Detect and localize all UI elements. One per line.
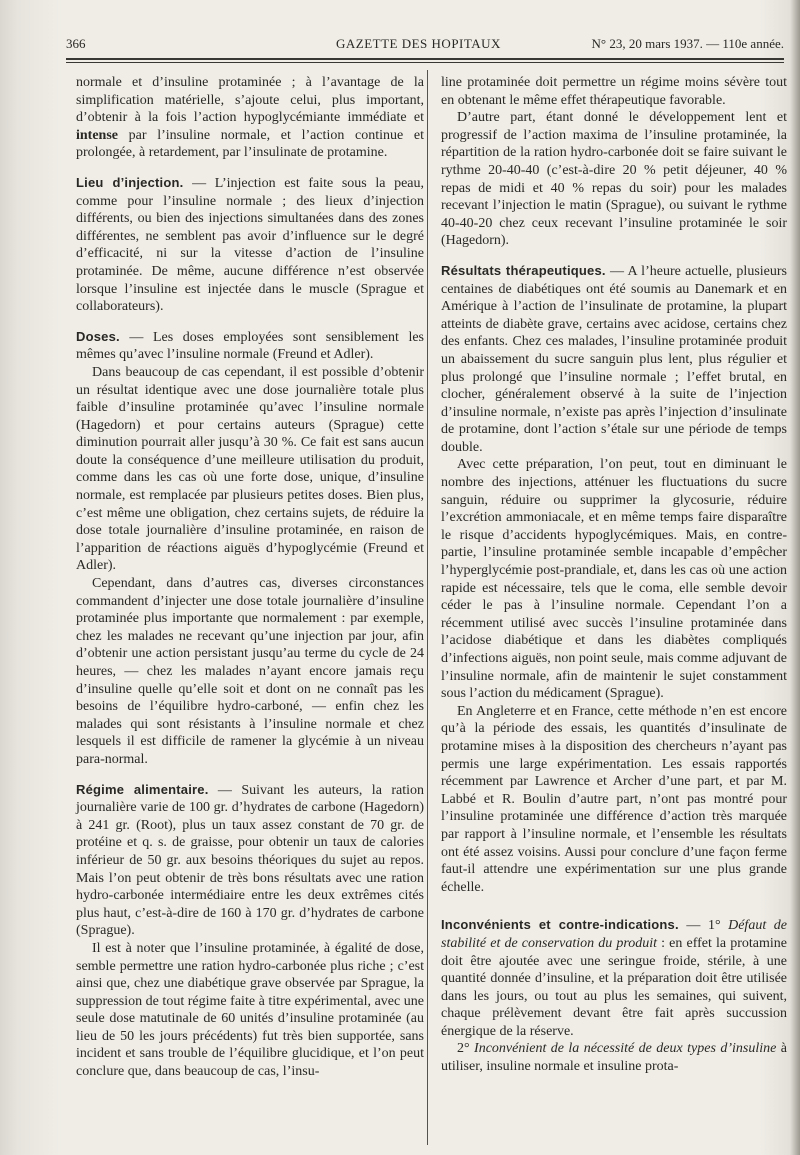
journal-title: GAZETTE DES HOPITAUX: [336, 36, 501, 51]
text: par l’insuline normale, et l’action continue et prolongée, à retardement, par l’insulinate de protamine.: [76, 127, 424, 161]
section-inconvenients: [441, 916, 787, 1040]
section-text: — Suivant les auteurs, la ration journalière varie de 100 gr. d’hydrates de carbone (Hagedorn) à 241 gr. (Root), plus un taux assez constant de 70 gr. de protéine et q. s. de graisse, pour obtenir un taux de calories inférieur de 50 gr. aux besoins théoriques du sujet au repos. Mais l’on peut obtenir de très bons résultats avec une ration hydro-carbonée intermédiaire entre les deux extrêmes cités plus haut, c’est-à-dire de 160 à 170 gr. d’hydrates de carbone (Sprague).: [76, 782, 424, 939]
issue-info: N° 23, 20 mars 1937. — 110e année.: [591, 36, 784, 51]
section-heading: Régime alimentaire.: [76, 781, 209, 797]
text: 2°: [457, 1041, 475, 1057]
header-rule-thin: [66, 62, 784, 63]
left-column: [76, 74, 424, 1081]
text-italic: Inconvénient de la nécessité de deux types d’insuline: [474, 1041, 777, 1057]
paragraph: En Angleterre et en France, cette méthode n’en est encore qu’à la période des essais, les quantités d’insulinate de protamine mises à la disposition des chercheurs n’ayant pas permis une large expérimentation. Les essais rapportés récemment par Lawrence et Archer d’une part, et par M. Labbé et R. Boulin d’autre part, n’ont pas montré pour l’insuline protaminée une différence d’action très marquée par rapport à l’insuline normale, et l’ensemble les résultats ont été assez voisins. Aussi pour conclure d’une façon ferme faut-il attendre une expérimentation sur une plus grande échelle.: [441, 703, 787, 895]
text: — 1°: [678, 918, 729, 934]
section-heading: Résultats thérapeutiques.: [441, 262, 606, 278]
header-rule-thick: [66, 58, 784, 60]
paragraph: Avec cette préparation, l’on peut, tout en diminuant le nombre des injections, atténuer les fluctuations du sucre sanguin, réduire ou supprimer la glycosurie, réduire l’excrétion ammoniacale, et en même temps faire disparaître le risque d’accidents hypoglycémiques. Mais, en contre-partie, l’insuline protaminée semble incapable d’empêcher l’hyperglycémie post-prandiale, et, dans les cas où une action rapide est nécessaire, tels que le coma, elle semble devoir céder le pas à l’insuline normale. Cependant l’on a récemment utilisé avec succès l’insuline protaminée dans l’acidose diabétique et dans les diabètes compliqués d’infections aiguës, non point seule, mais comme adjuvant de l’insuline normale, afin de maintenir le sujet constamment sous l’action du médicament (Sprague).: [441, 457, 787, 702]
section-heading: Lieu d’injection.: [76, 174, 184, 190]
running-header: [66, 36, 784, 58]
text: : en effet la protamine doit être ajoutée avec une seringue froide, stérile, à une quantité donnée d’insuline, et la préparation doit être utilisée dans les jours, ou tout au plus les semaines, qui suivent, chaque prélèvement devant être fait après succussion énergique de la réserve.: [441, 935, 787, 1039]
column-divider: [427, 70, 428, 1145]
text: à utiliser, insuline normale et insuline prota-: [441, 1041, 787, 1075]
paragraph: Cependant, dans d’autres cas, diverses circonstances commandent d’injecter une dose totale journalière d’insuline protaminée plus importante que normalement : par exemple, chez les malades ne recevant qu’une injection par jour, afin d’obtenir une action persistant jusqu’au terme du cycle de 24 heures, — chez les malades n’ayant encore jamais reçu d’insuline quelle qu’elle soit et dont on ne connaît pas les besoins de l’équilibre hydro-carboné, — enfin chez les malades qui sont résistants à l’insuline normale et chez lesquels il est difficile de ramener la glycémie à un niveau para-normal.: [76, 576, 424, 767]
paragraph: line protaminée doit permettre un régime moins sévère tout en obtenant le même effet thérapeutique favorable.: [441, 75, 787, 108]
paragraph: [76, 74, 424, 162]
text: normale et d’insuline protaminée ; à l’avantage de la simplification matérielle, s’ajoute celui, plus important, d’obtenir à la fois l’action hypoglycémiante immédiate et: [76, 75, 424, 126]
text-bold: intense: [76, 127, 118, 143]
section-resultats: [441, 262, 787, 457]
page-number: 366: [66, 36, 86, 51]
section-heading: Doses.: [76, 328, 120, 344]
paragraph: Il est à noter que l’insuline protaminée, à égalité de dose, semble permettre une ration hydro-carbonée plus riche ; c’est ainsi que, chez une diabétique grave observée par Sprague, la suppression de tout régime faite à titre expérimental, avec une seule dose matutinale de 60 unités d’insuline protaminée (au lieu de 50 les jours précédents) fut très bien supportée, sans incident et sans trouble de l’équilibre glucidique, et l’on peut conclure que, dans beaucoup de cas, l’insu-: [76, 940, 424, 1080]
paragraph: Dans beaucoup de cas cependant, il est possible d’obtenir un résultat identique avec une dose journalière totale plus faible d’insuline protaminée qu’avec l’insuline normale (Hagedorn) et pour certains auteurs (Sprague) cette diminution pourrait aller jusqu’à 30 %. Ce fait est sans aucun doute la conséquence d’une meilleure utilisation du produit, comme dans les cas où une forte dose, unique, d’insuline normale, est remplacée par plusieurs petites doses. Bien plus, c’est même une obligation, chez certains sujets, de réduire la dose totale journalière d’insuline protaminée, en raison de l’apparition de réactions aiguës d’hypoglycémie (Freund et Adler).: [76, 364, 424, 574]
section-doses: [76, 328, 424, 364]
section-text: — Les doses employées sont sensiblement les mêmes qu’avec l’insuline normale (Freund et Adler).: [76, 329, 424, 363]
section-lieu: [76, 174, 424, 316]
section-regime: [76, 781, 424, 940]
paragraph: [441, 1040, 787, 1075]
right-column: [441, 74, 787, 1076]
section-heading: Inconvénients et contre-indications.: [441, 917, 679, 933]
text-italic: Défaut de stabilité et de conservation du produit: [441, 918, 787, 951]
section-text: — A l’heure actuelle, plusieurs centaines de diabétiques ont été soumis au Danemark et en Amérique à l’action de l’insulinate de protamine, la plupart atteints de diabète grave, certains avec acidose, certains chez des enfants. Chez ces malades, l’insuline protaminée produit un abaissement du sucre sanguin plus lent, plus régulier et plus prolongé que l’insuline normale ; l’effet brutal, en clocher, généralement observé à la suite de l’injection d’insuline normale, n’existe pas après l’injection d’insulinate de protamine, dont l’action s’étale sur une période de temps double.: [441, 263, 787, 455]
section-text: — L’injection est faite sous la peau, comme pour l’insuline normale ; des lieux d’injection différents, ou bien des injections simultanées dans des zones différentes, ne semblent pas avoir d’influence sur le degré d’efficacité, ni sur la vitesse d’action de l’insuline protaminée. De même, aucune différence n’est observée lorsque l’insuline est injectée dans le muscle (Sprague et collaborateurs).: [76, 175, 424, 315]
paragraph: D’autre part, étant donné le développement lent et progressif de l’action maxima de l’insuline protaminée, la répartition de la ration hydro-carbonée doit se faire suivant le rythme 20-40-40 (c’est-à-dire 20 % petit déjeuner, 40 % repas de midi et 40 % repas du soir) pour les malades recevant l’injection le matin (Sprague), ou suivant le rythme 40-40-20 chez ceux recevant l’insuline protaminée le soir (Hagedorn).: [441, 110, 787, 249]
